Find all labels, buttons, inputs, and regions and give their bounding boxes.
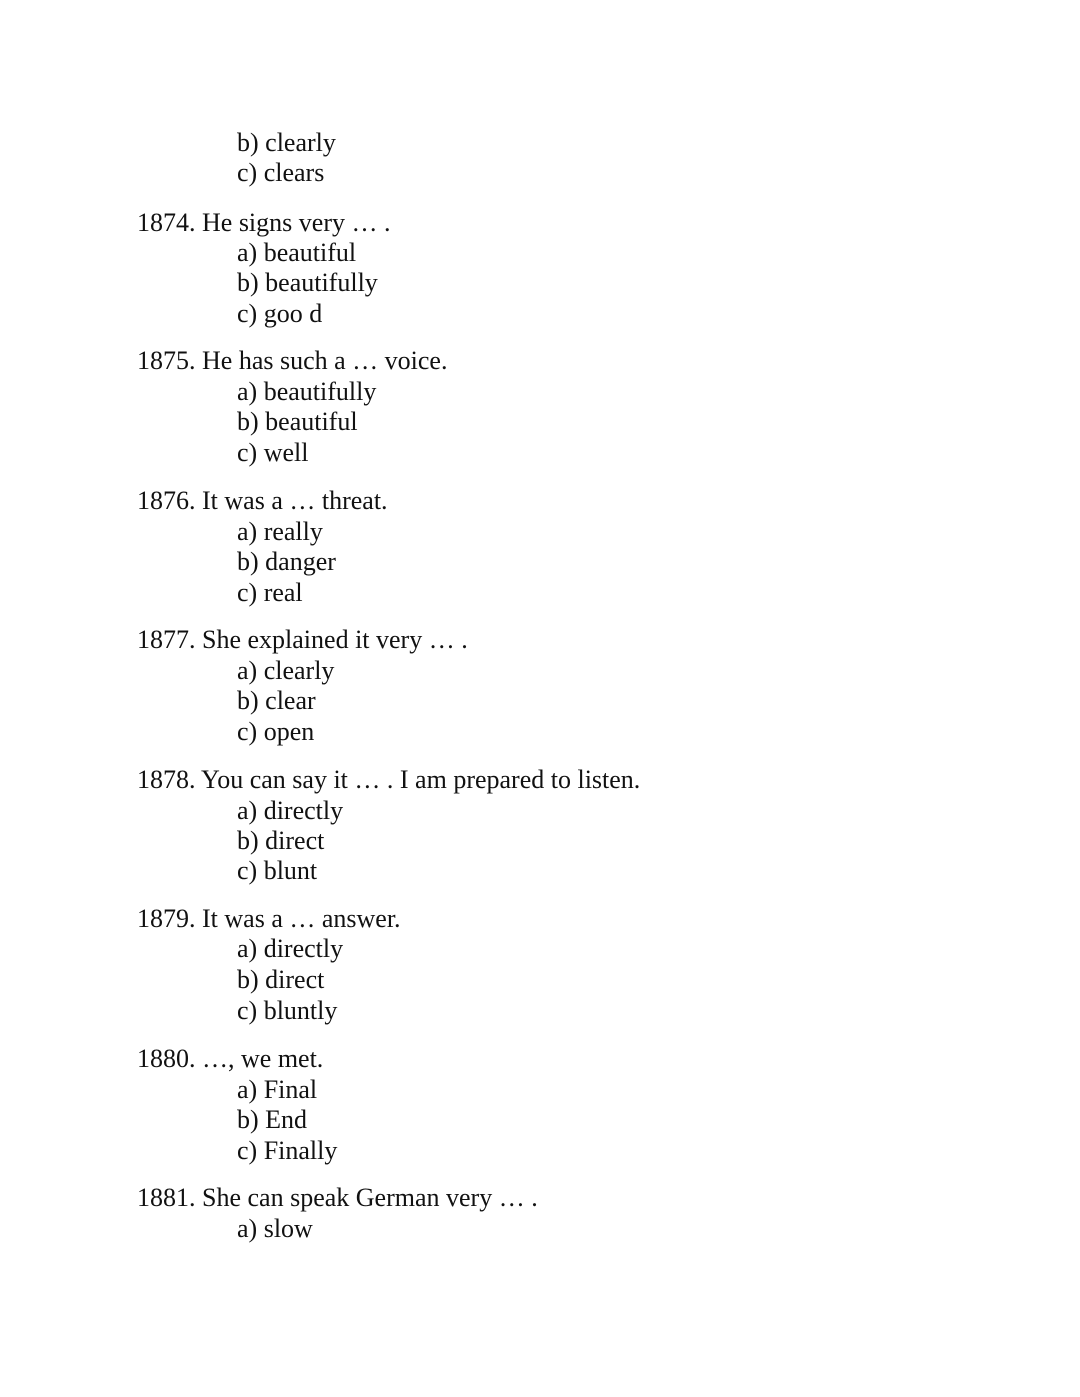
option-b: b) End	[237, 1105, 308, 1134]
question-1875: 1875. He has such a … voice.	[137, 346, 448, 375]
option-b: b) beautifully	[237, 268, 378, 297]
option-c: c) open	[237, 717, 315, 746]
option-c: c) blunt	[237, 856, 318, 885]
option-a: a) beautiful	[237, 238, 357, 267]
option-c: c) well	[237, 438, 309, 467]
question-1879: 1879. It was a … answer.	[137, 904, 401, 933]
option-c: c) bluntly	[237, 996, 338, 1025]
question-1880: 1880. …, we met.	[137, 1044, 324, 1073]
option-a: a) Final	[237, 1075, 318, 1104]
option-c: c) clears	[237, 158, 325, 187]
question-1874: 1874. He signs very … .	[137, 208, 391, 237]
option-a: a) directly	[237, 796, 344, 825]
question-1881: 1881. She can speak German very … .	[137, 1183, 538, 1212]
option-a: a) beautifully	[237, 377, 377, 406]
option-b: b) clearly	[237, 128, 336, 157]
question-1877: 1877. She explained it very … .	[137, 625, 468, 654]
option-a: a) directly	[237, 934, 344, 963]
option-a: a) clearly	[237, 656, 335, 685]
option-b: b) direct	[237, 965, 325, 994]
option-c: c) real	[237, 578, 303, 607]
option-c: c) Finally	[237, 1136, 338, 1165]
option-b: b) danger	[237, 547, 336, 576]
option-c: c) goo d	[237, 299, 323, 328]
option-a: a) really	[237, 517, 323, 546]
option-a: a) slow	[237, 1214, 313, 1243]
option-b: b) direct	[237, 826, 325, 855]
option-b: b) beautiful	[237, 407, 358, 436]
question-1878: 1878. You can say it … . I am prepared to listen.	[137, 765, 641, 794]
question-1876: 1876. It was a … threat.	[137, 486, 388, 515]
option-b: b) clear	[237, 686, 316, 715]
